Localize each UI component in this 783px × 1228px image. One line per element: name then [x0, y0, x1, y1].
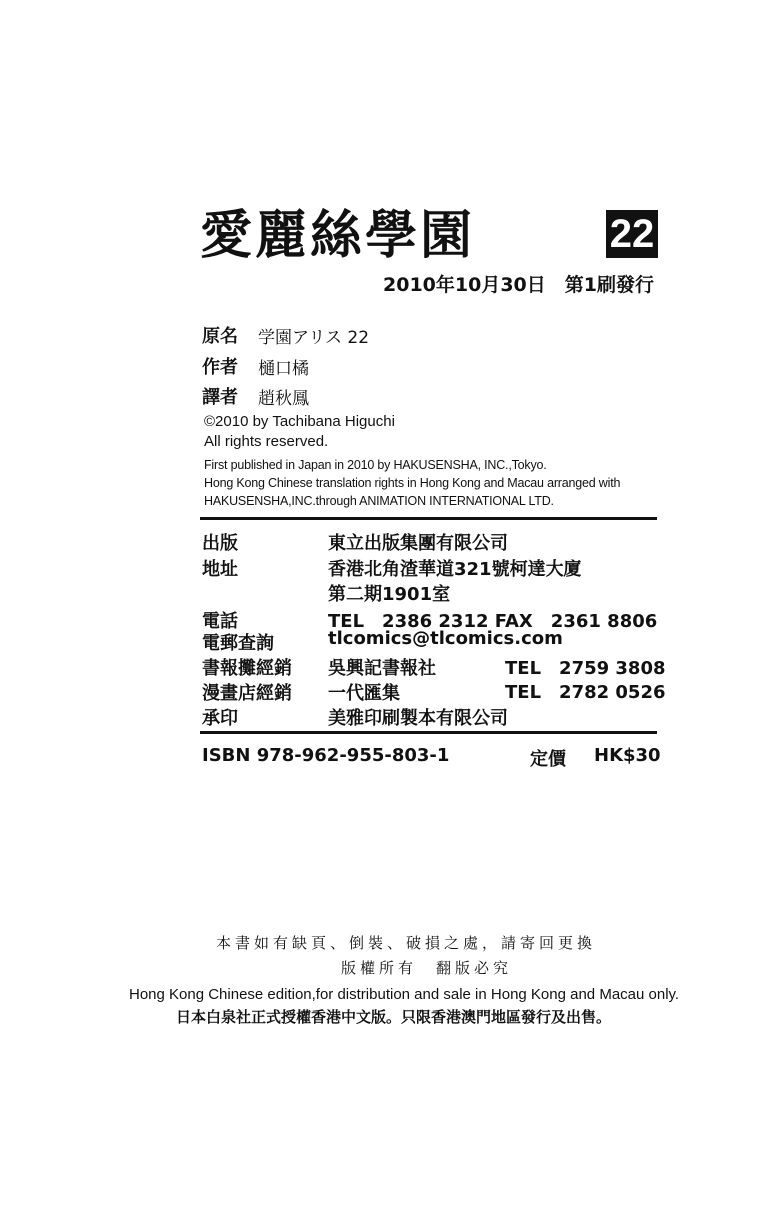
address-line-1: 香港北角渣華道321號柯達大廈	[328, 559, 582, 580]
price-label: 定價	[530, 749, 566, 770]
divider-bottom	[200, 731, 657, 734]
translator-value: 趙秋鳳	[258, 389, 309, 409]
phone-fax-value: TEL 2386 2312 FAX 2361 8806	[328, 611, 658, 632]
book-title: 愛麗絲學園	[200, 206, 476, 266]
defect-notice: 本書如有缺頁、倒裝、破損之處，請寄回更換	[216, 934, 597, 952]
email-value: tlcomics@tlcomics.com	[328, 628, 563, 649]
comicshop-distributor-label: 漫畫店經銷	[202, 683, 292, 704]
phone-label: 電話	[202, 611, 238, 632]
newsstand-distributor-label: 書報攤經銷	[202, 658, 292, 679]
author-label: 作者	[202, 357, 238, 378]
distribution-notice-en: Hong Kong Chinese edition,for distribution and sale in Hong Kong and Macau only.	[129, 986, 680, 1003]
original-title-label: 原名	[202, 326, 238, 347]
email-label: 電郵查詢	[202, 633, 274, 654]
comicshop-distributor-tel: TEL 2782 0526	[505, 682, 666, 703]
newsstand-distributor-tel: TEL 2759 3808	[505, 658, 666, 679]
address-line-2: 第二期1901室	[328, 584, 451, 605]
printer-value: 美雅印刷製本有限公司	[328, 708, 508, 729]
address-label: 地址	[202, 559, 238, 580]
publisher-label: 出版	[202, 533, 238, 554]
comicshop-distributor-value: 一代匯集	[328, 683, 400, 704]
copyright-line: ©2010 by Tachibana Higuchi	[204, 413, 395, 430]
rights-notice: 版權所有 翻版必究	[341, 959, 513, 977]
original-title-value: 学園アリス 22	[258, 328, 370, 348]
author-value: 樋口橘	[258, 359, 309, 379]
isbn: ISBN 978-962-955-803-1	[202, 745, 450, 766]
newsstand-distributor-value: 吳興記書報社	[328, 658, 436, 679]
publisher-value: 東立出版集團有限公司	[328, 533, 508, 554]
publish-date: 2010年10月30日 第1刷發行	[383, 274, 654, 296]
translation-rights: Hong Kong Chinese translation rights in Hong Kong and Macau arranged with	[204, 476, 621, 490]
arranged-through: HAKUSENSHA,INC.through ANIMATION INTERNATIONAL LTD.	[204, 494, 554, 508]
first-published: First published in Japan in 2010 by HAKUSENSHA, INC.,Tokyo.	[204, 458, 547, 472]
volume-badge: 22	[606, 210, 658, 258]
rights-reserved: All rights reserved.	[204, 433, 329, 450]
translator-label: 譯者	[202, 387, 238, 408]
divider-top	[200, 517, 657, 520]
price-value: HK$30	[594, 745, 661, 766]
distribution-notice-zh: 日本白泉社正式授權香港中文版。只限香港澳門地區發行及出售。	[176, 1008, 612, 1026]
printer-label: 承印	[202, 708, 238, 729]
